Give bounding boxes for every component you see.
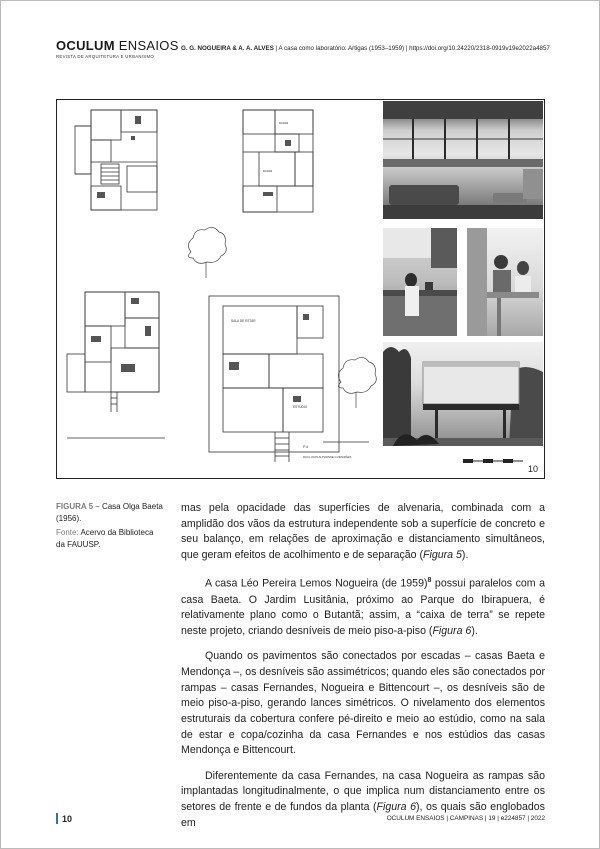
- photo-interior-windows: [383, 101, 543, 219]
- label-street: RUA LOUIS ALPHONSE GUIMARÃES: [303, 455, 352, 459]
- footnote-ref[interactable]: 8: [427, 577, 432, 585]
- floor-plan-lower-left: [61, 282, 171, 444]
- floor-plan-upper-left: [71, 106, 163, 221]
- paragraph-1: mas pela opacidade das superfícies de alvenaria, combinada com a amplidão dos vãos da estrutura independente sob a superfície de concreto e seu balanço, em relações de aproximação e distanciamento simultâneos, que geram efeitos de acolhimento e de separação (Figura 5).: [181, 502, 545, 562]
- figure-ref[interactable]: Figura 5: [423, 549, 462, 562]
- svg-text:DORM: DORM: [279, 121, 289, 125]
- photo-children: [467, 228, 543, 336]
- logo-title: OCULUM ENSAIOS: [56, 38, 179, 53]
- logo-subtitle: REVISTA DE ARQUITETURA E URBANISMO: [56, 54, 154, 59]
- photo-kitchen: [383, 228, 457, 336]
- footer-journal-info: OCULUM ENSAIOS | CAMPINAS | 19 | e224857 | 2022: [386, 815, 545, 822]
- paragraph-4: Diferentemente da casa Fernandes, na casa Nogueira as rampas são implantadas longitudinalmente, o que implica num distanciamento entre os setores de frente e de fundos da planta (Figura 6), os quais são englobados em: [181, 769, 545, 829]
- header-authors: G. G. NOGUEIRA & A. A. ALVES: [181, 45, 274, 52]
- svg-text:DORM: DORM: [263, 169, 273, 173]
- figure-ref[interactable]: Figura 6: [376, 800, 416, 813]
- figure-ref[interactable]: Figura 6: [432, 624, 472, 637]
- caption-source: Fonte: Acervo da Biblioteca da FAUUSP.: [56, 528, 154, 549]
- page-number: 10: [62, 813, 73, 824]
- label-estudio: ESTÚDIO: [293, 405, 308, 409]
- photo-exterior: [383, 342, 543, 446]
- tree-sketch: [181, 222, 231, 282]
- footer-page: [56, 813, 72, 824]
- running-header: G. G. NOGUEIRA & A. A. ALVES | A casa como laboratório: Artigas (1953–1959) | https://doi.org/10.24220/2318-0919v19e2022a4857: [181, 45, 550, 52]
- header-article-title: A casa como laboratório: Artigas (1953–1959): [278, 45, 405, 52]
- figure-5: [56, 99, 545, 479]
- journal-logo: [56, 38, 179, 59]
- floor-plan-upper-middle: [233, 104, 325, 219]
- body-text: [181, 501, 545, 831]
- paragraph-2: A casa Léo Pereira Lemos Nogueira (de 1959)$^8$ possui paralelos com a casa Baeta. O Jardim Lusitânia, próximo ao Parque do Ibirapuera, é relativamente plano como o Butantã; assim, a “caixa de terra” se repete neste projeto, criando desníveis de meio piso-a-piso (Figura 6).: [181, 577, 545, 637]
- scale-bar: [461, 456, 525, 466]
- caption-title: FIGURA 5 – Casa Olga Baeta (1956).: [56, 502, 163, 523]
- site-plan: [203, 292, 371, 464]
- accent-bar: [56, 813, 58, 824]
- header-doi[interactable]: https://doi.org/10.24220/2318-0919v19e2022a4857: [409, 45, 550, 52]
- paragraph-3: Quando os pavimentos são conectados por escadas – casas Baeta e Mendonça –, os desníveis são assimétricos; quando eles são conectados por rampas – casas Fernandes, Nogueira e Bittencourt –, os desníveis são de meio piso-a-piso, gerando lances simétricos. O nivelamento dos elementos estruturais da cobertura confere pé-direito e meio ao estúdio, como na sala de estar e copa/cozinha da casa Fernandes e nos estúdios das casas Mendonça e Bittencourt.: [181, 650, 545, 757]
- figure-number: 10: [527, 464, 538, 474]
- figure-caption: [56, 501, 164, 550]
- label-sala: SALA DE ESTAR: [231, 319, 256, 323]
- caption-label: FIGURA 5 –: [56, 502, 100, 511]
- label-pa: P.4: [303, 445, 308, 449]
